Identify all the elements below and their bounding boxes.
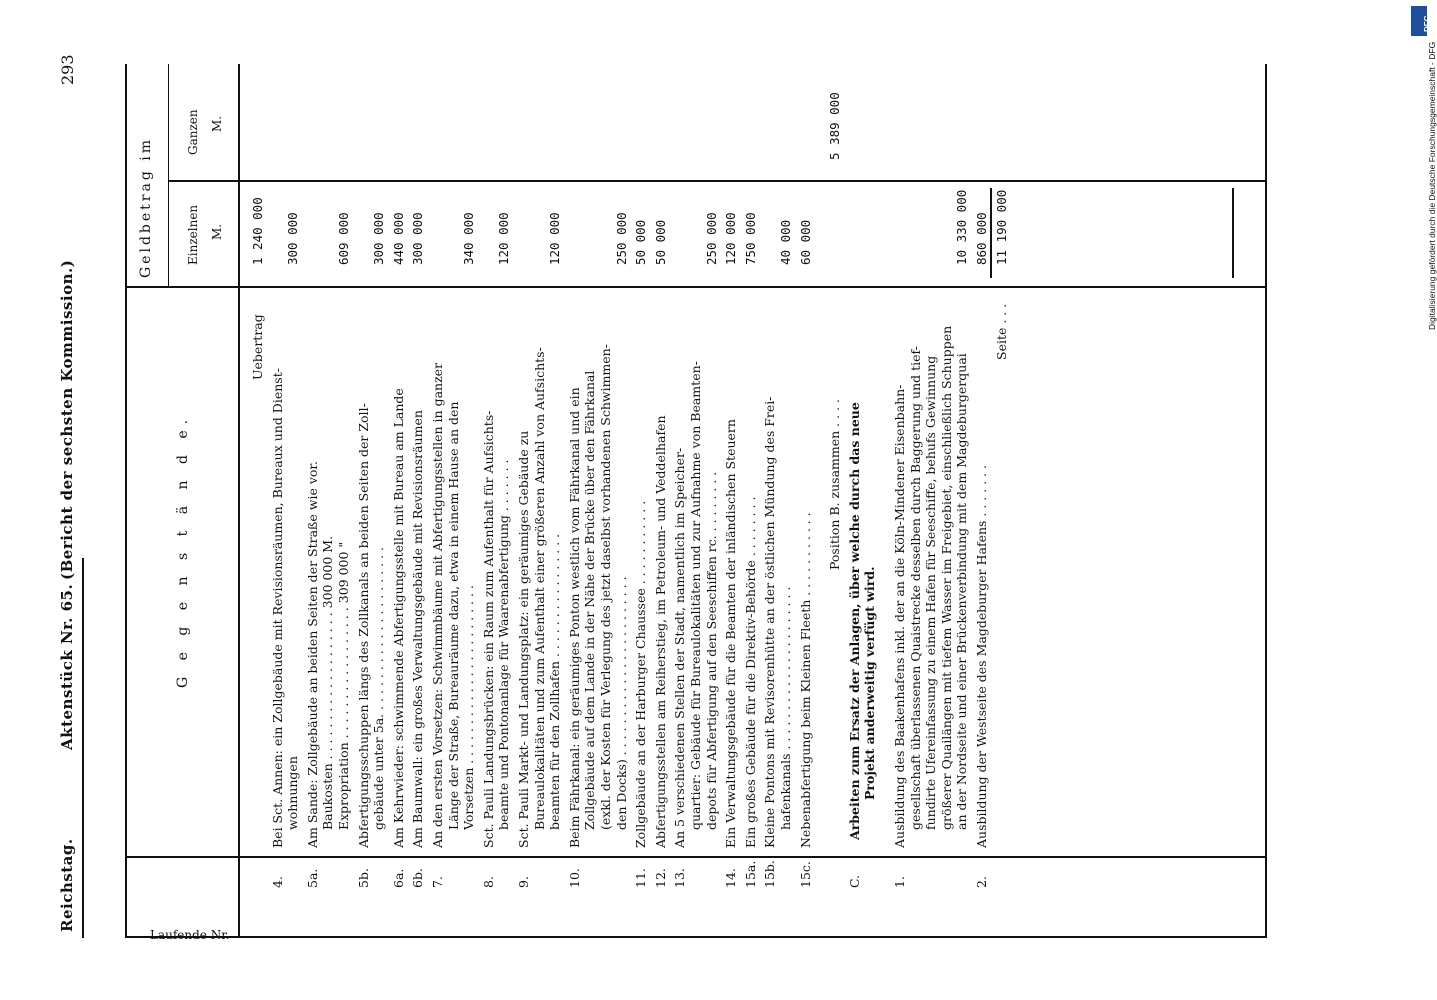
row-description-line: Ein großes Gebäude für die Direktiv-Behörde . . . . . . . . — [742, 496, 758, 848]
subhead-rule — [168, 64, 169, 288]
row-description-line: Sct. Pauli Markt- und Landungsplatz: ein geräumiges Gebäude zu — [516, 430, 531, 848]
row-number: 10. — [566, 868, 582, 888]
table-left-rule — [125, 937, 1265, 939]
row-number: 5b. — [355, 868, 371, 888]
amount-einzeln: 120 000 — [547, 212, 563, 265]
amount-einzeln: 300 000 — [410, 212, 426, 265]
col-einzelnen: Einzelnen — [186, 204, 200, 265]
row-description-line: Sct. Pauli Landungsbrücken: ein Raum zum Aufenthalt für Aufsichts- — [480, 410, 496, 848]
col-divider-3 — [168, 181, 1265, 183]
row-number: 6a. — [390, 868, 406, 888]
table-bottom-rule — [1265, 64, 1267, 938]
row-number: 15a. — [742, 860, 758, 888]
row-description-line: Position B. zusammen . . . . — [827, 399, 843, 570]
amount-einzeln: 300 000 — [285, 212, 301, 265]
amount-einzeln: 40 000 — [778, 219, 793, 265]
row-number: 9. — [516, 876, 531, 888]
row-description-line: beamten für den Zollhafen . . . . . . . . . . . . . . . . — [547, 533, 563, 830]
row-number: 1. — [892, 876, 907, 888]
row-number: 4. — [269, 876, 285, 888]
header-left: Reichstag. — [58, 838, 76, 932]
col-laufende-nr: Laufende Nr. — [150, 928, 230, 942]
row-description-line: wohnungen — [285, 756, 301, 830]
row-description-line: Abfertigungsstellen am Reiherstieg, im Petroleum- und Veddelhafen — [652, 415, 668, 848]
col-ganzen: Ganzen — [186, 109, 200, 155]
row-description-line: Am Sande: Zollgebäude an beiden Seiten der Straße wie vor. — [304, 461, 320, 848]
page-number: 293 — [58, 54, 77, 85]
row-number: 13. — [672, 868, 688, 888]
row-description-line: größerer Quailängen mit tiefem Wasser im Freigebiet, einschließlich Schuppen — [938, 325, 954, 830]
row-number: 5a. — [304, 868, 320, 888]
table-top-rule — [125, 64, 127, 938]
row-description-line: Am Baumwall: ein großes Verwaltungsgebäude mit Revisionsräumen — [410, 410, 426, 848]
amount-einzeln: 50 000 — [652, 219, 668, 265]
amount-einzeln: 609 000 — [336, 212, 351, 265]
row-description-line: Baukosten . . . . . . . . . . . . . . . . . . . 300 000 M. — [320, 535, 336, 830]
row-description-line: gebäude unter 5a. . . . . . . . . . . . . . . . . . . . . . — [371, 546, 387, 830]
dfg-logo: DFG — [1411, 6, 1427, 36]
row-number: 6b. — [410, 868, 426, 888]
row-description-line: (exkl. der Kosten für Verlegung des jetzt daselbst vorhandenen Schwimmen- — [598, 344, 613, 830]
row-description-line: Nebenabfertigung beim Kleinen Fleeth . . . . . . . . . . . — [797, 512, 813, 848]
amount-einzeln: 10 330 000 — [954, 189, 970, 265]
row-description-line: Beim Fährkanal: ein geräumiges Ponton westlich vom Fährkanal und ein — [566, 387, 582, 848]
row-description-line: den Docks) . . . . . . . . . . . . . . . . . . . . . . . — [613, 576, 629, 830]
unit-ganzen: M. — [210, 115, 224, 132]
table-header-rule — [238, 64, 240, 938]
subtotal-rule-einzeln — [990, 188, 992, 278]
row-description-line: Ausbildung der Westseite des Magdeburger Hafens . . . . . . . — [974, 464, 989, 848]
row-description-line: Vorsetzen . . . . . . . . . . . . . . . . . . . . . . . — [461, 584, 477, 830]
row-description-line: An den ersten Vorsetzen: Schwimmbäume mit Abfertigungsstellen in ganzer — [430, 362, 445, 848]
row-description-line: Länge der Straße, Bureauräume dazu, etwa in einem Hause an den — [445, 401, 461, 830]
row-description-line: Bureaulokalitäten und zum Aufenthalt einer größeren Anzahl von Aufsichts- — [531, 347, 547, 830]
amount-ganzen: 5 389 000 — [827, 92, 843, 160]
row-description-line: quartier: Gebäude für Bureaulokalitäten und zur Aufnahme von Beamten- — [688, 361, 703, 830]
amount-einzeln: 1 240 000 — [250, 197, 265, 265]
amount-einzeln: 300 000 — [371, 212, 387, 265]
row-description-line: Ein Verwaltungsgebäude für die Beamten der inländischen Steuern — [723, 419, 739, 848]
row-number: C. — [846, 874, 862, 888]
unit-einzelnen: M. — [210, 223, 224, 240]
row-description-line: Ausbildung des Baakenhafens inkl. der an die Köln-Mindener Eisenbahn- — [892, 384, 907, 848]
row-number: 12. — [652, 868, 668, 888]
row-description-line: gesellschaft überlassenen Quaistrecke desselben durch Baggerung und tief- — [907, 346, 923, 830]
row-description-line: beamte und Pontonanlage für Waarenabfertigung . . . . . . . — [496, 459, 512, 830]
amount-einzeln: 860 000 — [974, 212, 989, 265]
row-description-line: Zollgebäude auf dem Lande in der Nähe der Brücke über den Fährkanal — [582, 370, 598, 830]
col-divider-2 — [125, 287, 1265, 289]
row-number: 11. — [633, 868, 649, 888]
row-description-line: an der Nordseite und einer Brückenverbindung mit dem Magdeburgerquai — [954, 353, 970, 830]
header-right: (Bericht der sechsten Kommission.) — [58, 259, 76, 580]
amount-einzeln: 250 000 — [613, 212, 629, 265]
row-number: 15c. — [797, 861, 813, 888]
amount-einzeln: 250 000 — [703, 212, 719, 265]
row-description-line: Zollgebäude an der Harburger Chaussee . . . . . . . . . . . — [633, 500, 649, 848]
row-description-line: Projekt anderweitig verfügt wird. — [862, 566, 878, 800]
row-number: 14. — [723, 868, 739, 888]
row-description-line: Arbeiten zum Ersatz der Anlagen, über welche durch das neue — [846, 402, 862, 840]
row-description-line: Am Kehrwieder: schwimmende Abfertigungsstelle mit Bureau am Lande — [390, 388, 406, 848]
amount-einzeln: 60 000 — [797, 219, 813, 265]
col-gegenstaende: G e g e n s t ä n d e. — [175, 413, 191, 688]
amount-einzeln: 50 000 — [633, 219, 649, 265]
col-divider-1 — [125, 857, 1265, 859]
row-number: 7. — [430, 876, 445, 888]
row-description-line: An 5 verschiedenen Stellen der Stadt, namentlich im Speicher- — [672, 447, 688, 848]
row-description-line: hafenkanals . . . . . . . . . . . . . . . . . . . . . — [778, 586, 793, 830]
row-description-line: depots für Abfertigung auf den Seeschiffen rc. . . . . . . . . — [703, 471, 719, 830]
row-description-line: fundirte Ufereinfassung zu einem Hafen für Seeschiffe, behufs Gewinnung — [923, 355, 939, 830]
row-description-line: Kleine Pontons mit Revisorenhütte an der östlichen Mündung des Frei- — [762, 396, 778, 848]
header-middle: Aktenstück Nr. 65. — [58, 583, 76, 750]
total-rule-einzeln — [1232, 188, 1234, 278]
amount-einzeln: 120 000 — [723, 212, 739, 265]
row-description-line: Uebertrag — [250, 314, 265, 380]
amount-einzeln: 340 000 — [461, 212, 477, 265]
row-number: 15b. — [762, 860, 778, 888]
row-number: 8. — [480, 876, 496, 888]
row-description-line: Seite . . . — [993, 303, 1009, 360]
header-underline — [82, 558, 84, 938]
col-geldbetrag: Geldbetrag im — [138, 137, 154, 278]
row-description-line: Bei Sct. Annen: ein Zollgebäude mit Revisionsräumen, Bureaux und Dienst- — [269, 368, 285, 848]
amount-einzeln: 440 000 — [390, 212, 406, 265]
amount-einzeln: 750 000 — [742, 212, 758, 265]
amount-einzeln: 120 000 — [496, 212, 512, 265]
amount-einzeln: 11 190 000 — [993, 189, 1009, 265]
row-description-line: Abfertigungsschuppen längs des Zollkanals an beiden Seiten der Zoll- — [355, 403, 371, 848]
row-description-line: Expropriation . . . . . . . . . . . . . . . . . 309 000 " — [336, 541, 351, 830]
dfg-credit-text: Digitalisierung gefördert durch die Deutsche Forschungsgemeinschaft - DFG — [1427, 41, 1437, 330]
row-number: 2. — [974, 876, 989, 888]
